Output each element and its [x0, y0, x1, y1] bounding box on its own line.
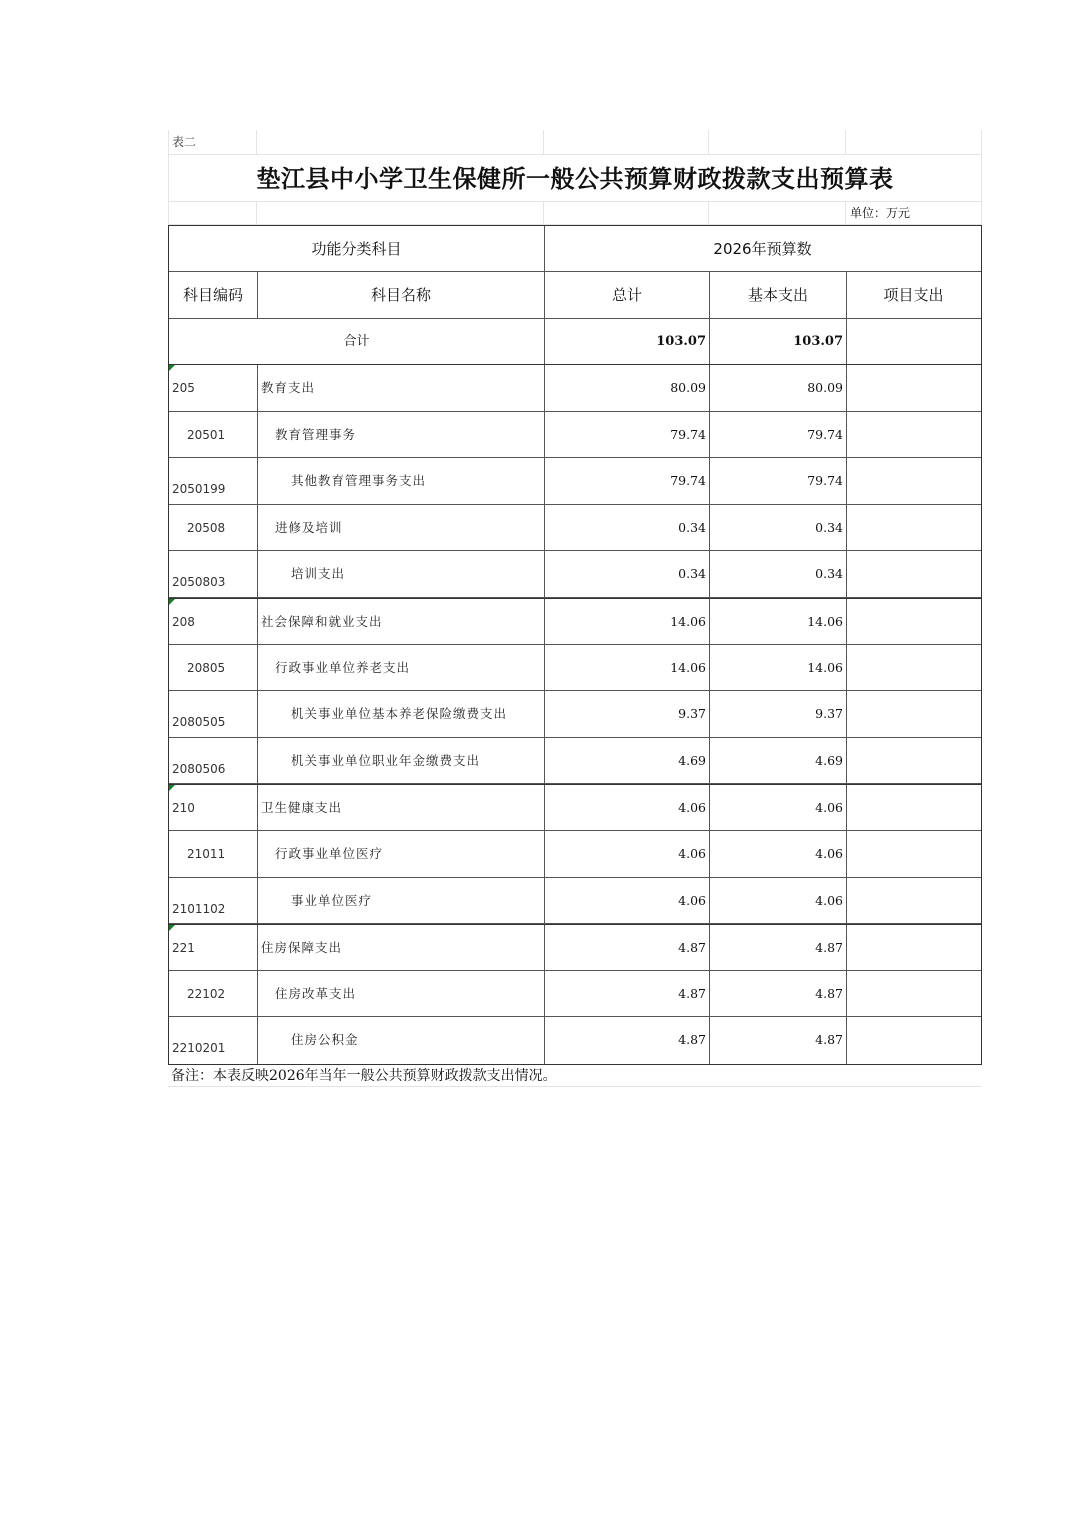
row-name: 事业单位医疗	[258, 878, 545, 924]
row-project	[847, 1017, 980, 1064]
table-tag: 表二	[168, 130, 257, 155]
row-basic: 14.06	[710, 599, 847, 644]
row-basic: 4.06	[710, 785, 847, 830]
row-total: 14.06	[545, 645, 710, 691]
row-total: 14.06	[545, 599, 710, 644]
row-code: 221	[169, 925, 258, 970]
totals-label: 合计	[169, 319, 545, 364]
function-category-header: 功能分类科目	[169, 226, 545, 271]
table-row	[169, 645, 981, 692]
table-row	[169, 458, 981, 505]
unit-label: 单位：万元	[846, 202, 982, 225]
row-total: 4.06	[545, 878, 710, 924]
row-total: 4.06	[545, 785, 710, 830]
row-basic: 4.87	[710, 925, 847, 970]
header-row-1	[169, 226, 981, 272]
row-basic: 79.74	[710, 412, 847, 458]
row-project	[847, 971, 980, 1017]
row-name: 行政事业单位养老支出	[258, 645, 545, 691]
row-project	[847, 925, 980, 970]
row-code: 208	[169, 599, 258, 644]
row-total: 79.74	[545, 412, 710, 458]
header-row-2	[169, 272, 981, 319]
cell-marker-icon	[169, 365, 175, 371]
row-name: 行政事业单位医疗	[258, 831, 545, 877]
row-name: 其他教育管理事务支出	[258, 458, 545, 504]
row-project	[847, 645, 980, 691]
name-header: 科目名称	[258, 272, 545, 318]
row-basic: 0.34	[710, 505, 847, 551]
row-code: 210	[169, 785, 258, 830]
row-name: 培训支出	[258, 551, 545, 597]
row-total: 4.87	[545, 925, 710, 970]
row-total: 0.34	[545, 505, 710, 551]
table-row	[169, 691, 981, 738]
row-project	[847, 785, 980, 830]
row-name: 教育支出	[258, 365, 545, 411]
row-total: 0.34	[545, 551, 710, 597]
row-code: 20508	[169, 505, 258, 551]
row-code: 205	[169, 365, 258, 411]
row-basic: 14.06	[710, 645, 847, 691]
table-row	[169, 738, 981, 785]
basic-header: 基本支出	[710, 272, 847, 318]
table-row	[169, 831, 981, 878]
totals-total: 103.07	[545, 319, 710, 364]
row-project	[847, 412, 980, 458]
footnote: 备注：本表反映2026年当年一般公共预算财政拨款支出情况。	[171, 1067, 557, 1084]
row-name: 住房保障支出	[258, 925, 545, 970]
table-row	[169, 1017, 981, 1064]
budget-table	[168, 225, 982, 1065]
row-total: 80.09	[545, 365, 710, 411]
row-total: 4.87	[545, 1017, 710, 1064]
row-basic: 4.06	[710, 878, 847, 924]
row-project	[847, 551, 980, 597]
row-name: 机关事业单位基本养老保险缴费支出	[258, 691, 545, 737]
row-basic: 79.74	[710, 458, 847, 504]
row-code: 2080506	[169, 738, 258, 784]
totals-row	[169, 319, 981, 365]
row-total: 4.06	[545, 831, 710, 877]
page-title: 垫江县中小学卫生保健所一般公共预算财政拨款支出预算表	[256, 164, 894, 193]
row-total: 79.74	[545, 458, 710, 504]
row-project	[847, 505, 980, 551]
totals-project	[847, 319, 980, 364]
budget-sheet	[168, 130, 982, 1087]
table-row	[169, 878, 981, 925]
cell-marker-icon	[169, 599, 175, 605]
row-total: 4.69	[545, 738, 710, 784]
row-basic: 4.87	[710, 1017, 847, 1064]
row-basic: 9.37	[710, 691, 847, 737]
row-total: 9.37	[545, 691, 710, 737]
row-project	[847, 831, 980, 877]
data-rows	[169, 365, 981, 1064]
row-project	[847, 365, 980, 411]
row-basic: 80.09	[710, 365, 847, 411]
cell-marker-icon	[169, 925, 175, 931]
tag-row	[168, 130, 982, 155]
row-total: 4.87	[545, 971, 710, 1017]
row-basic: 0.34	[710, 551, 847, 597]
table-row	[169, 598, 981, 645]
unit-row	[168, 202, 982, 225]
row-code: 2050199	[169, 458, 258, 504]
row-code: 2080505	[169, 691, 258, 737]
row-name: 卫生健康支出	[258, 785, 545, 830]
row-code: 20501	[169, 412, 258, 458]
row-project	[847, 878, 980, 924]
table-row	[169, 924, 981, 971]
table-row	[169, 551, 981, 598]
row-name: 住房公积金	[258, 1017, 545, 1064]
row-name: 进修及培训	[258, 505, 545, 551]
row-code: 2210201	[169, 1017, 258, 1064]
table-row	[169, 784, 981, 831]
row-name: 机关事业单位职业年金缴费支出	[258, 738, 545, 784]
row-name: 社会保障和就业支出	[258, 599, 545, 644]
project-header: 项目支出	[883, 286, 944, 304]
total-header: 总计	[545, 272, 710, 318]
row-basic: 4.06	[710, 831, 847, 877]
row-basic: 4.69	[710, 738, 847, 784]
table-row	[169, 505, 981, 552]
budget-year-header: 2026年预算数	[713, 240, 812, 258]
table-row	[169, 412, 981, 459]
note-row	[168, 1065, 982, 1087]
row-code: 2101102	[169, 878, 258, 924]
row-name: 住房改革支出	[258, 971, 545, 1017]
row-code: 2050803	[169, 551, 258, 597]
row-project	[847, 691, 980, 737]
totals-basic: 103.07	[710, 319, 847, 364]
row-name: 教育管理事务	[258, 412, 545, 458]
row-project	[847, 458, 980, 504]
row-code: 20805	[169, 645, 258, 691]
row-code: 21011	[169, 831, 258, 877]
row-project	[847, 738, 980, 784]
cell-marker-icon	[169, 785, 175, 791]
row-project	[847, 599, 980, 644]
code-header: 科目编码	[169, 272, 258, 318]
title-row	[168, 155, 982, 202]
row-code: 22102	[169, 971, 258, 1017]
table-row	[169, 971, 981, 1018]
table-row	[169, 365, 981, 412]
row-basic: 4.87	[710, 971, 847, 1017]
